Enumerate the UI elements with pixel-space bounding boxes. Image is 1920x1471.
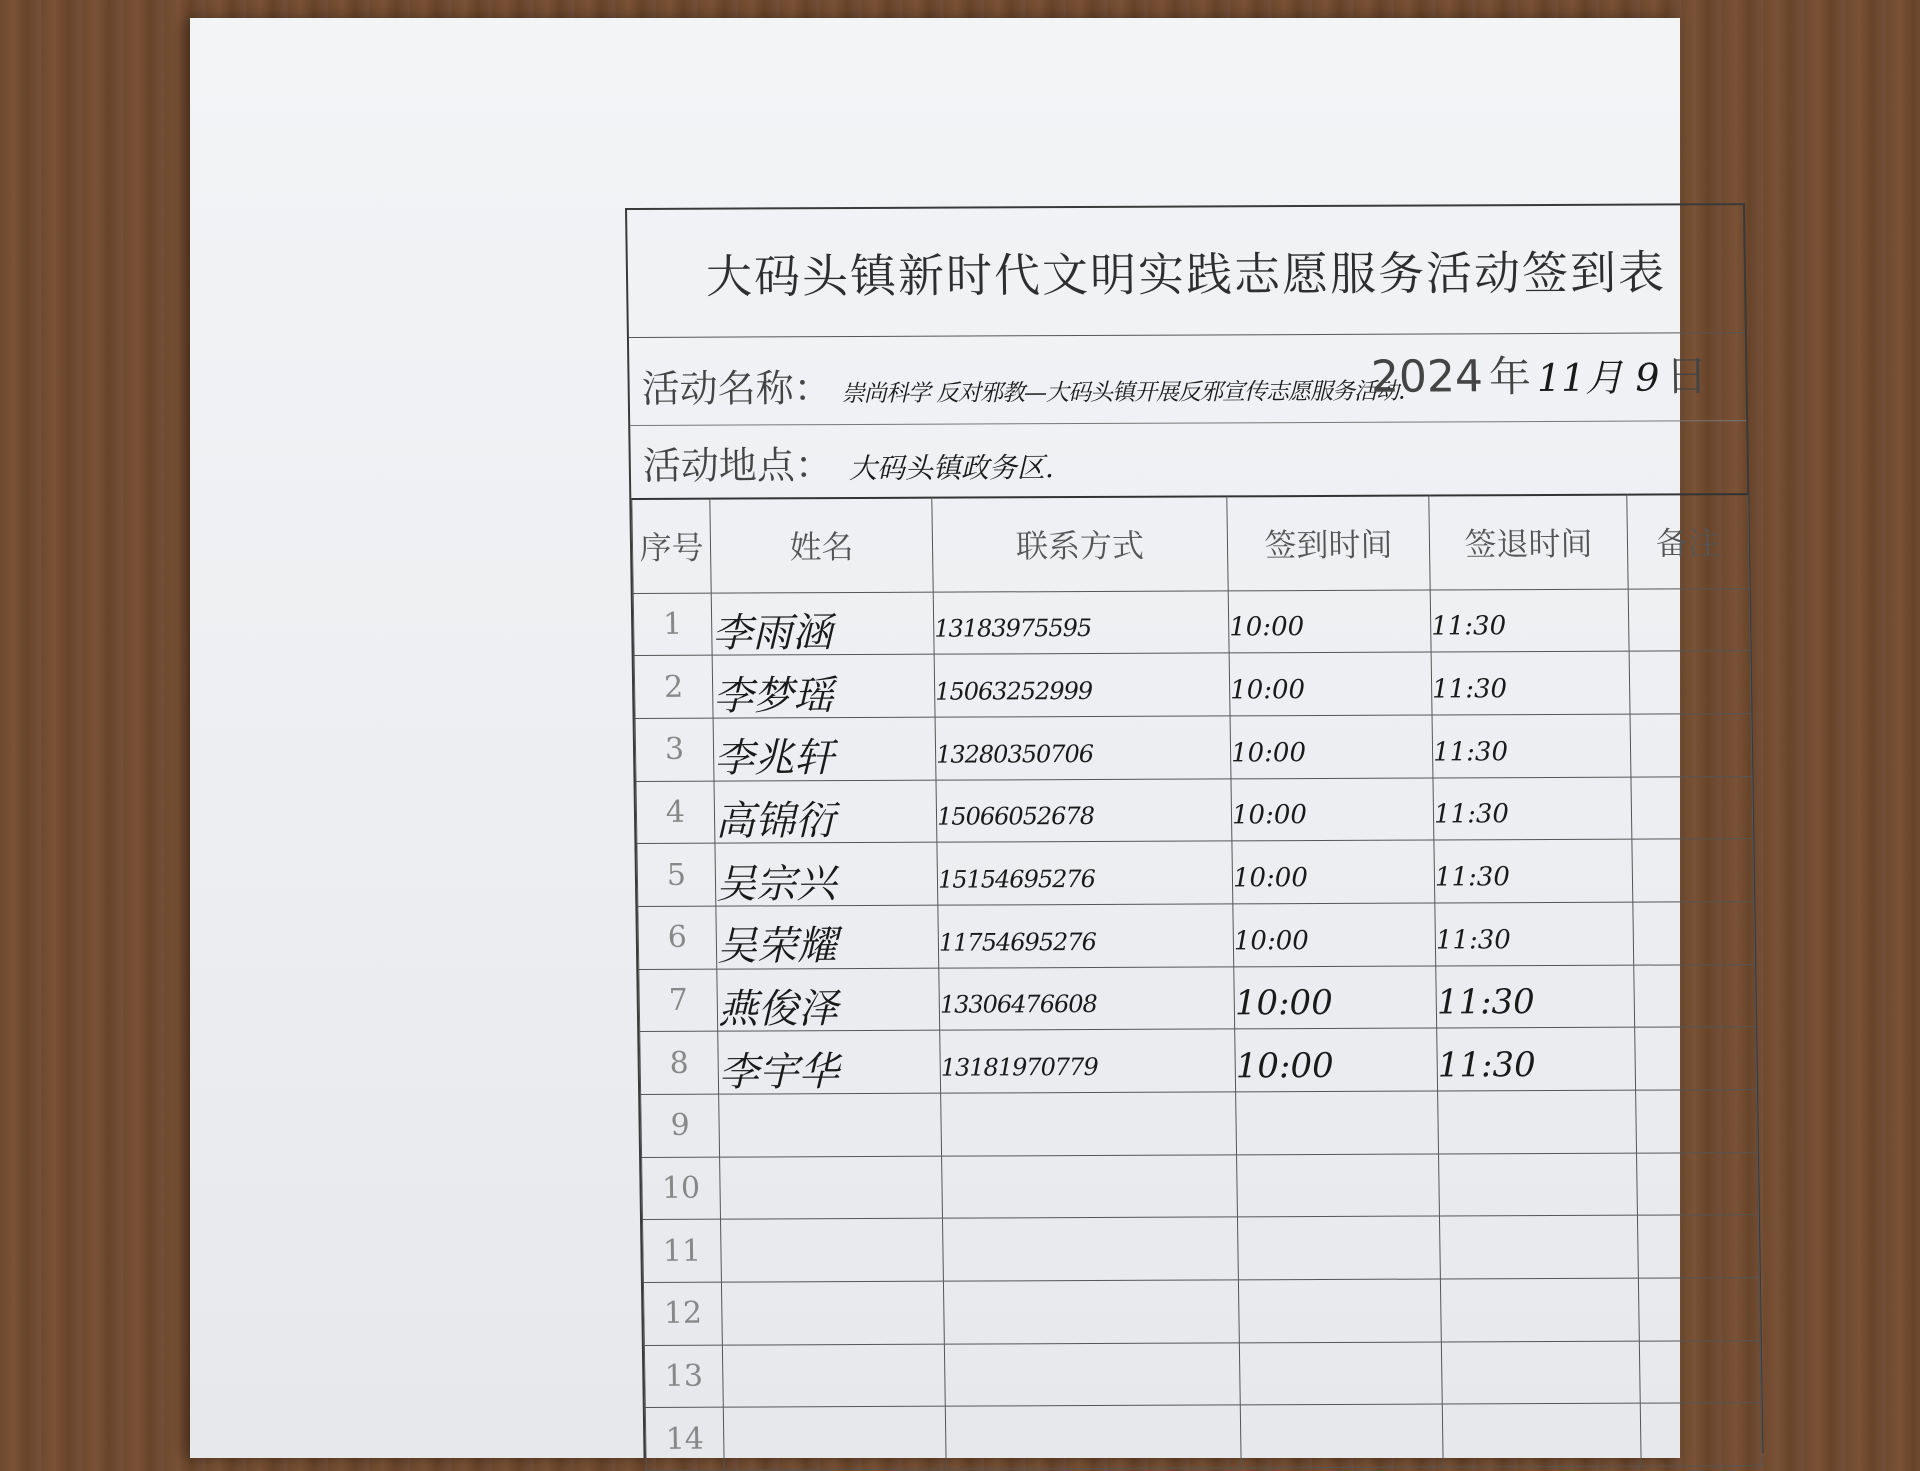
activity-name-label: 活动名称： <box>641 366 833 411</box>
row-phone <box>934 653 1230 717</box>
row-number: 12 <box>643 1282 722 1345</box>
row-sign-in-time-text: 10:00 <box>1230 737 1307 769</box>
row-sign-in-time <box>1237 1216 1440 1280</box>
row-number: 6 <box>638 906 717 969</box>
table-row <box>634 651 1751 719</box>
table-row <box>643 1215 1760 1283</box>
row-number: 14 <box>645 1408 724 1471</box>
row-sign-in-time-text: 10:00 <box>1229 612 1305 643</box>
row-phone-text: 15063252999 <box>934 677 1093 706</box>
row-sign-in-time-text: 10:00 <box>1234 983 1334 1024</box>
table-row <box>641 1090 1758 1158</box>
table-row <box>644 1340 1761 1408</box>
row-sign-out-time <box>1436 965 1635 1029</box>
row-note <box>1636 1090 1758 1153</box>
header-name: 姓名 <box>710 498 933 593</box>
row-phone <box>933 590 1229 654</box>
row-name-text: 吴宗兴 <box>715 860 837 908</box>
row-sign-in-time-text: 10:00 <box>1233 925 1310 957</box>
row-sign-out-time <box>1437 1027 1636 1091</box>
table-row <box>635 713 1752 781</box>
location-row <box>642 433 1054 490</box>
row-number: 9 <box>641 1094 720 1157</box>
row-number: 8 <box>640 1031 719 1094</box>
row-sign-out-time-text: 11:30 <box>1436 982 1536 1023</box>
activity-name-row <box>641 355 1404 413</box>
row-sign-out-time-text: 11:30 <box>1434 862 1511 893</box>
row-sign-out-time-text: 11:30 <box>1432 736 1509 768</box>
row-number: 7 <box>639 969 718 1032</box>
row-name <box>719 1093 942 1157</box>
row-note <box>1637 1152 1759 1215</box>
row-phone <box>944 1343 1240 1407</box>
activity-name-value: 崇尚科学 反对邪教—大码头镇开展反邪宣传志愿服务活动. <box>841 378 1405 408</box>
row-note <box>1639 1340 1761 1403</box>
table-row <box>640 1027 1757 1095</box>
table-row <box>645 1403 1762 1471</box>
row-sign-in-time <box>1237 1154 1440 1218</box>
row-sign-in-time <box>1235 1028 1438 1092</box>
row-sign-in-time <box>1240 1404 1443 1468</box>
row-sign-out-time <box>1430 589 1629 653</box>
row-note <box>1629 651 1751 714</box>
row-phone-text: 13280350706 <box>935 739 1094 769</box>
row-name <box>714 780 937 844</box>
header-phone: 联系方式 <box>932 496 1228 591</box>
row-note <box>1632 839 1754 902</box>
header-number: 序号 <box>632 499 711 593</box>
row-sign-in-time-text: 10:00 <box>1235 1046 1335 1087</box>
row-name <box>716 905 939 969</box>
row-number: 4 <box>636 781 715 844</box>
row-phone <box>938 904 1234 968</box>
row-phone-text: 15154695276 <box>937 865 1096 894</box>
row-name-text: 李雨涵 <box>711 609 833 657</box>
header-sign-in-time: 签到时间 <box>1227 496 1430 591</box>
row-phone <box>937 841 1233 905</box>
row-sign-in-time <box>1234 966 1437 1030</box>
row-sign-out-time-text: 11:30 <box>1430 611 1507 642</box>
row-name-text: 吴荣耀 <box>716 923 838 970</box>
attendance-table <box>631 493 1762 1471</box>
date-year-unit: 年 <box>1488 352 1532 402</box>
row-sign-out-time-text: 11:30 <box>1435 924 1512 956</box>
row-name <box>722 1344 945 1408</box>
row-name-text: 燕俊泽 <box>717 986 839 1033</box>
row-sign-out-time <box>1434 839 1633 903</box>
row-sign-out-time <box>1433 777 1632 841</box>
table-row <box>636 776 1753 844</box>
row-sign-out-time-text: 11:30 <box>1437 1045 1537 1086</box>
row-number: 2 <box>634 655 713 718</box>
row-sign-out-time <box>1441 1341 1640 1405</box>
row-number: 10 <box>642 1157 721 1220</box>
date-month-day: 11月 9 <box>1536 355 1660 401</box>
row-sign-out-time <box>1438 1090 1637 1154</box>
row-note <box>1640 1403 1762 1466</box>
row-name <box>721 1219 944 1283</box>
row-name <box>723 1407 946 1471</box>
row-sign-in-time <box>1229 652 1432 716</box>
row-note <box>1634 964 1756 1027</box>
row-phone-text: 11754695276 <box>938 927 1097 957</box>
row-phone <box>935 716 1231 780</box>
row-sign-out-time-text: 11:30 <box>1433 799 1510 830</box>
row-name <box>713 717 936 781</box>
row-sign-in-time-text: 10:00 <box>1232 863 1309 894</box>
row-sign-in-time-text: 10:00 <box>1231 800 1308 831</box>
row-note <box>1633 902 1755 965</box>
row-name <box>721 1281 944 1345</box>
row-number: 11 <box>643 1220 722 1283</box>
row-name <box>720 1156 943 1220</box>
form-title: 大码头镇新时代文明实践志愿服务活动签到表 <box>627 205 1745 338</box>
row-note <box>1628 588 1750 651</box>
table-row <box>637 839 1754 907</box>
table-row <box>642 1152 1759 1220</box>
row-note <box>1630 713 1752 776</box>
date-day-unit: 日 <box>1665 351 1708 401</box>
row-number: 1 <box>633 593 712 656</box>
row-phone-text: 13181970779 <box>940 1053 1098 1082</box>
location-value: 大码头镇政务区. <box>848 451 1055 486</box>
row-name <box>718 1030 941 1094</box>
table-row <box>638 902 1755 970</box>
header-note: 备注 <box>1627 494 1749 589</box>
row-phone-text: 13183975595 <box>934 614 1092 644</box>
activity-date <box>1370 343 1708 404</box>
row-sign-out-time <box>1431 651 1630 715</box>
row-number: 5 <box>637 843 716 906</box>
row-note <box>1638 1278 1760 1341</box>
row-name-text: 李梦瑶 <box>712 672 834 720</box>
row-phone <box>940 1029 1236 1093</box>
row-sign-in-time <box>1236 1091 1439 1155</box>
row-name-text: 高锦衍 <box>714 798 836 845</box>
row-name <box>712 654 935 718</box>
row-sign-in-time <box>1232 840 1435 904</box>
row-sign-in-time <box>1238 1279 1441 1343</box>
header-sign-out-time: 签退时间 <box>1429 495 1628 590</box>
row-phone <box>942 1155 1238 1219</box>
row-sign-out-time <box>1439 1216 1638 1280</box>
sign-in-form <box>625 203 1763 1458</box>
divider <box>630 420 1746 426</box>
row-phone <box>942 1217 1238 1281</box>
row-phone-text: 15066052678 <box>936 802 1095 832</box>
table-row <box>643 1278 1760 1346</box>
row-sign-out-time <box>1435 902 1634 966</box>
row-sign-in-time <box>1233 903 1436 967</box>
location-label: 活动地点： <box>642 443 834 488</box>
row-name <box>715 842 938 906</box>
row-name-text: 李兆轩 <box>713 735 835 782</box>
table-header-row <box>632 494 1749 593</box>
row-note <box>1631 776 1753 839</box>
row-name <box>711 592 934 656</box>
row-sign-in-time <box>1230 715 1433 779</box>
row-sign-in-time <box>1231 778 1434 842</box>
row-sign-in-time <box>1239 1342 1442 1406</box>
row-note <box>1637 1215 1759 1278</box>
row-note <box>1635 1027 1757 1090</box>
row-sign-out-time <box>1442 1404 1641 1468</box>
row-number: 3 <box>635 718 714 781</box>
date-year: 2024 <box>1370 351 1484 403</box>
paper-sheet <box>190 18 1721 1458</box>
row-sign-out-time-text: 11:30 <box>1431 674 1508 705</box>
table-row <box>639 964 1756 1032</box>
row-phone <box>941 1092 1237 1156</box>
row-sign-out-time <box>1440 1278 1639 1342</box>
row-sign-in-time <box>1228 590 1431 654</box>
table-row <box>633 588 1750 656</box>
row-name <box>717 968 940 1032</box>
row-phone <box>945 1405 1241 1469</box>
row-phone <box>939 967 1235 1031</box>
row-name-text: 李宇华 <box>718 1048 840 1096</box>
row-phone-text: 13306476608 <box>939 990 1097 1020</box>
row-sign-out-time <box>1432 714 1631 778</box>
row-phone <box>943 1280 1239 1344</box>
row-number: 13 <box>644 1345 723 1408</box>
row-phone <box>936 778 1232 842</box>
row-sign-in-time-text: 10:00 <box>1229 675 1306 706</box>
row-sign-out-time <box>1439 1153 1638 1217</box>
